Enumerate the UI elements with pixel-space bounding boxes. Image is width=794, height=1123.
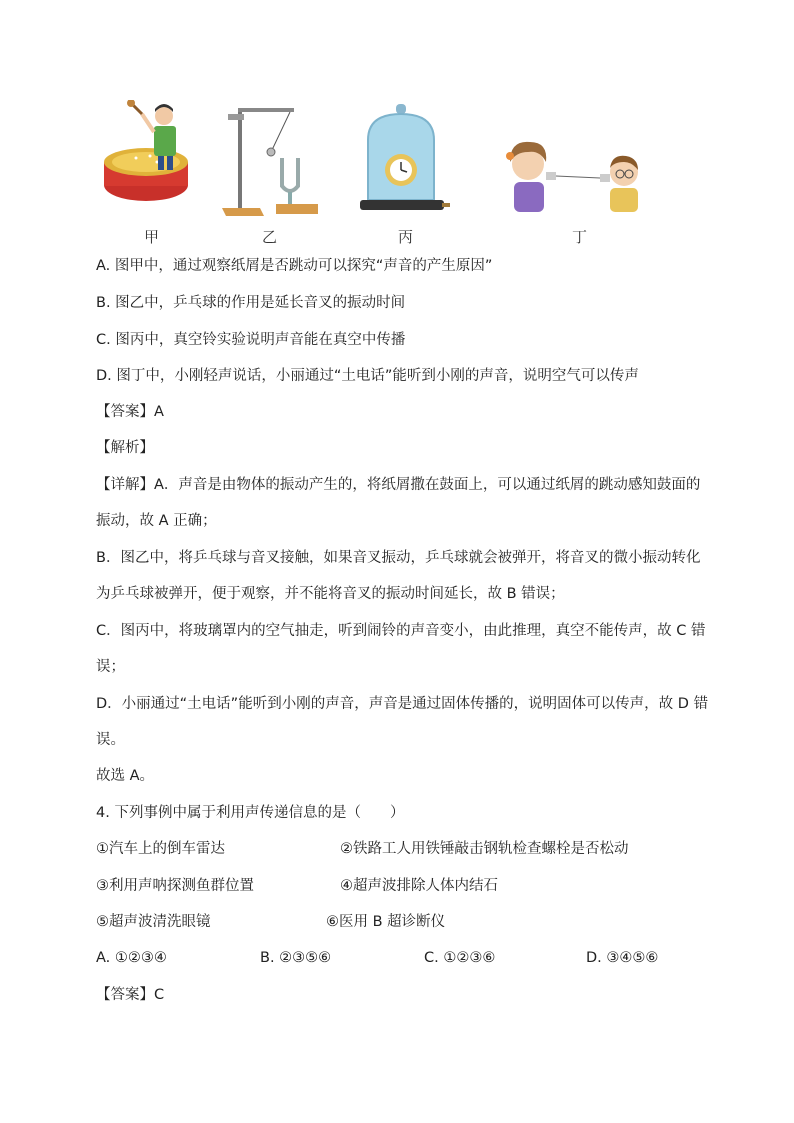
experiment-figures — [96, 100, 656, 250]
q4-item: ④超声波排除人体内结石 — [340, 878, 498, 894]
tuning-fork-illustration — [220, 100, 326, 225]
string-telephone-illustration — [496, 100, 648, 225]
q3-answer: 【答案】A — [96, 404, 164, 420]
q3-detail-line: 【详解】A．声音是由物体的振动产生的，将纸屑撒在鼓面上，可以通过纸屑的跳动感知鼓面的 — [96, 477, 701, 493]
q3-option-b: B. 图乙中，乒乓球的作用是延长音叉的振动时间 — [96, 295, 406, 311]
q3-detail-line: 为乒乓球被弹开，便于观察，并不能将音叉的振动时间延长，故 B 错误； — [96, 586, 565, 602]
q4-choice-c: C. ①②③⑥ — [424, 950, 496, 966]
q3-analysis-title: 【解析】 — [96, 440, 154, 456]
drum-illustration — [102, 100, 198, 225]
bell-jar-illustration — [358, 100, 452, 225]
q4-item: ①汽车上的倒车雷达 — [96, 841, 225, 857]
q4-item: ③利用声呐探测鱼群位置 — [96, 878, 254, 894]
q4-choice-a: A. ①②③④ — [96, 950, 167, 966]
q3-option-d: D. 图丁中，小刚轻声说话，小丽通过“土电话”能听到小刚的声音，说明空气可以传声 — [96, 368, 639, 384]
q4-stem: 4. 下列事例中属于利用声传递信息的是（ ） — [96, 805, 405, 821]
q3-option-a: A. 图甲中，通过观察纸屑是否跳动可以探究“声音的产生原因” — [96, 258, 493, 274]
q4-item: ⑤超声波清洗眼镜 — [96, 914, 211, 930]
q3-detail-line: 误。 — [96, 732, 125, 748]
figure-tuning-fork — [220, 100, 326, 246]
figure-drum — [102, 100, 198, 246]
caption-yi: 乙 — [262, 228, 278, 246]
q4-answer: 【答案】C — [96, 987, 165, 1003]
q4-item: ②铁路工人用铁锤敲击钢轨检查螺栓是否松动 — [340, 841, 629, 857]
q4-choice-b: B. ②③⑤⑥ — [260, 950, 332, 966]
q3-conclusion: 故选 A。 — [96, 768, 155, 784]
figure-string-telephone — [496, 100, 648, 246]
q3-detail-line: 误； — [96, 659, 125, 675]
q3-detail-line: C．图丙中，将玻璃罩内的空气抽走，听到闹铃的声音变小，由此推理，真空不能传声，故 C 错 — [96, 623, 706, 639]
figure-bell-jar — [358, 100, 452, 246]
q4-choice-d: D. ③④⑤⑥ — [586, 950, 659, 966]
caption-bing: 丙 — [398, 228, 414, 246]
caption-jia: 甲 — [144, 228, 160, 246]
q3-detail-line: D．小丽通过“土电话”能听到小刚的声音，声音是通过固体传播的，说明固体可以传声，故 D 错 — [96, 696, 709, 712]
q3-option-c: C. 图丙中，真空铃实验说明声音能在真空中传播 — [96, 332, 406, 348]
q3-detail-line: B．图乙中，将乒乓球与音叉接触，如果音叉振动，乒乓球就会被弹开，将音叉的微小振动转化 — [96, 550, 701, 566]
caption-ding: 丁 — [572, 228, 588, 246]
q3-detail-line: 振动，故 A 正确； — [96, 513, 217, 529]
q4-item: ⑥医用 B 超诊断仪 — [326, 914, 446, 930]
